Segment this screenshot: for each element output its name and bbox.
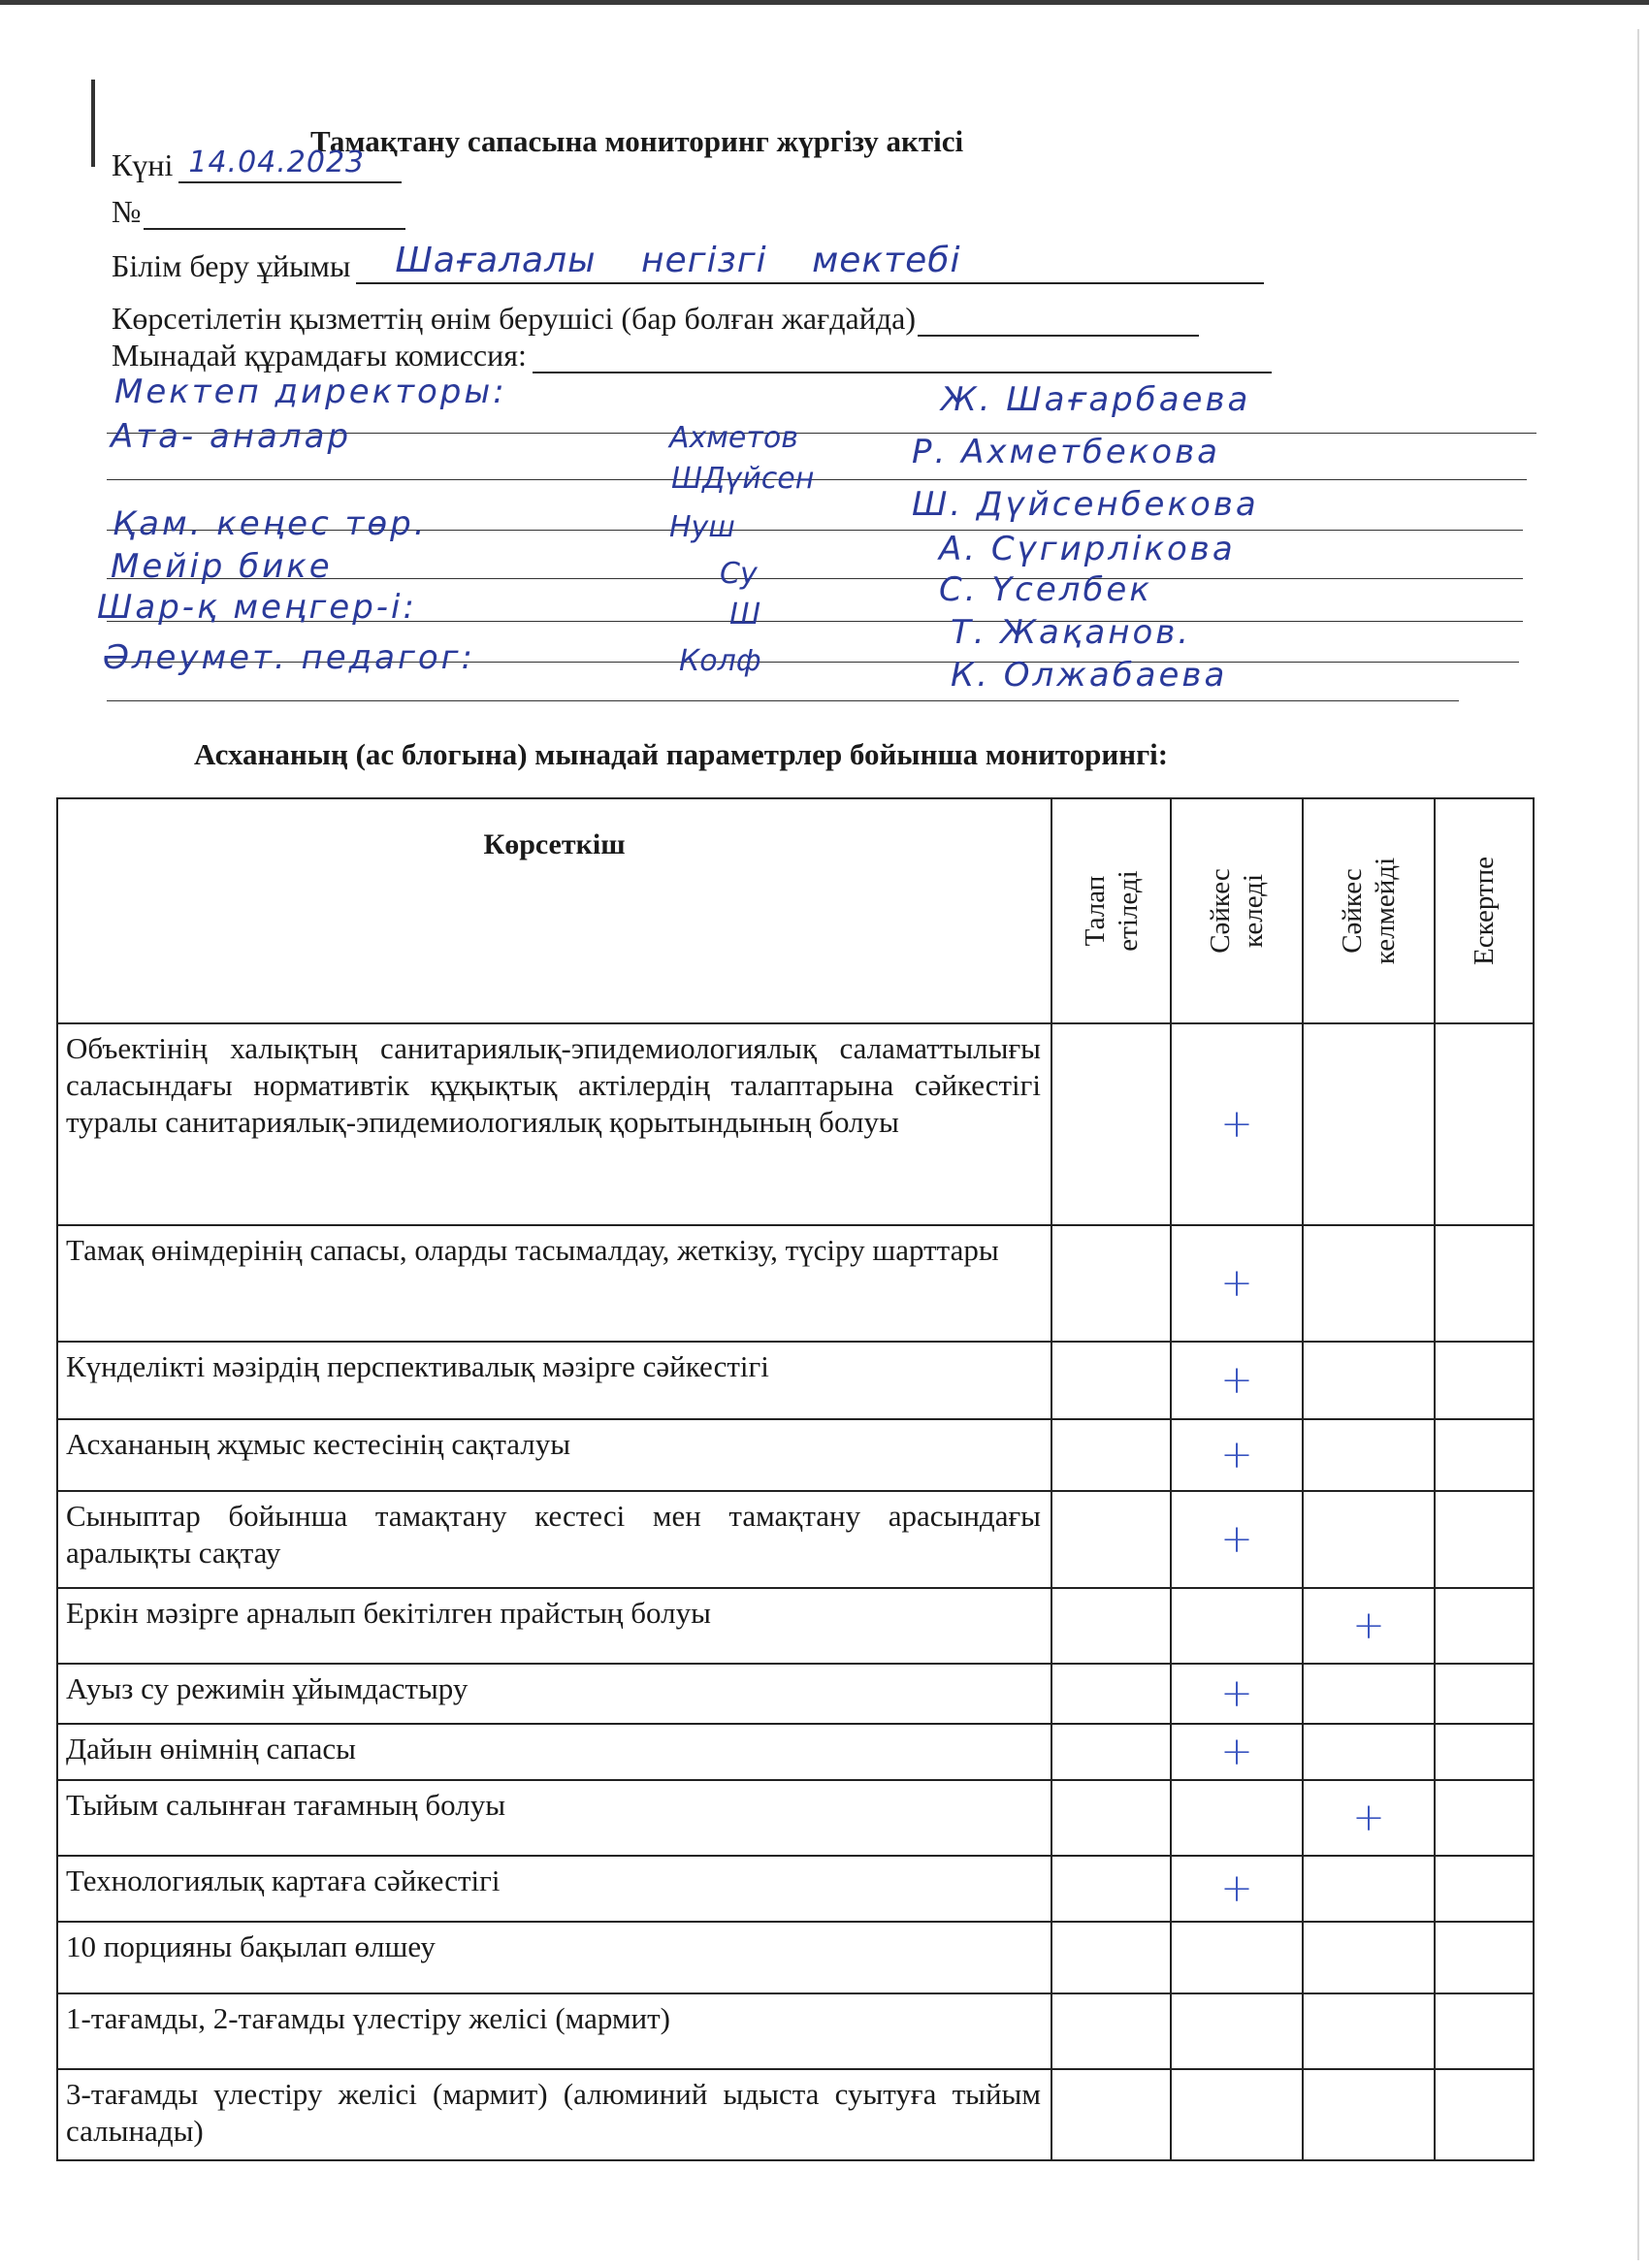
number-field — [112, 194, 405, 230]
section-title: Асхананың (ас блогына) мынадай параметрлер бойынша мониторингі: — [194, 737, 1169, 771]
note-cell[interactable] — [1435, 2069, 1534, 2160]
compliant-cell[interactable]: + — [1171, 1664, 1303, 1724]
commission-signature-7: Колф — [679, 644, 761, 678]
required-cell[interactable] — [1051, 1993, 1171, 2069]
commission-role-4: Қам. кеңес төр. — [113, 504, 428, 543]
note-cell[interactable] — [1435, 1588, 1534, 1664]
commission-field — [112, 338, 1272, 373]
commission-name-3: Ш. Дүйсенбекова — [912, 485, 1259, 524]
noncompliant-cell[interactable] — [1303, 1419, 1435, 1491]
note-cell[interactable] — [1435, 1023, 1534, 1225]
required-cell[interactable] — [1051, 2069, 1171, 2160]
commission-name-1: Ж. Шағарбаева — [941, 380, 1251, 419]
header-note: Ескертпе — [1435, 798, 1534, 1023]
noncompliant-cell[interactable] — [1303, 1023, 1435, 1225]
indicator-cell: 10 порцияны бақылап өлшеу — [57, 1922, 1051, 1993]
table-row — [57, 1419, 1534, 1491]
note-cell[interactable] — [1435, 1922, 1534, 1993]
table-row — [57, 1342, 1534, 1419]
required-cell[interactable] — [1051, 1491, 1171, 1588]
commission-name-4: А. Сүгирлікова — [939, 530, 1236, 568]
compliant-cell[interactable]: + — [1171, 1342, 1303, 1419]
commission-signature-3: ШДүйсен — [671, 462, 815, 496]
note-cell[interactable] — [1435, 1664, 1534, 1724]
provider-label: Көрсетілетін қызметтің өнім берушісі (бар болған жағдайда) — [112, 301, 916, 336]
noncompliant-cell[interactable] — [1303, 2069, 1435, 2160]
note-cell[interactable] — [1435, 1419, 1534, 1491]
required-cell[interactable] — [1051, 1856, 1171, 1922]
commission-signature-6: Ш — [729, 598, 761, 632]
commission-line-7 — [107, 700, 1459, 701]
note-cell[interactable] — [1435, 1856, 1534, 1922]
commission-role-7: Әлеумет. педагог: — [103, 638, 475, 677]
compliant-cell[interactable]: + — [1171, 1225, 1303, 1342]
table-row — [57, 1664, 1534, 1724]
table-row — [57, 2069, 1534, 2160]
noncompliant-cell[interactable] — [1303, 1993, 1435, 2069]
compliant-cell[interactable]: + — [1171, 1023, 1303, 1225]
compliant-cell[interactable]: + — [1171, 1724, 1303, 1780]
noncompliant-cell[interactable] — [1303, 1724, 1435, 1780]
indicator-cell: 3-тағамды үлестіру желісі (мармит) (алюминий ыдыста суытуға тыйым салынады) — [57, 2069, 1051, 2160]
table-row — [57, 1023, 1534, 1225]
noncompliant-cell[interactable] — [1303, 1491, 1435, 1588]
indicator-cell: Дайын өнімнің сапасы — [57, 1724, 1051, 1780]
scan-right-edge — [1637, 29, 1639, 2260]
compliant-cell[interactable] — [1171, 1588, 1303, 1664]
header-required: Талап етіледі — [1051, 798, 1171, 1023]
document-title: Тамақтану сапасына мониторинг жүргізу актісі — [310, 124, 964, 158]
noncompliant-cell[interactable] — [1303, 1922, 1435, 1993]
compliant-cell[interactable] — [1171, 1922, 1303, 1993]
note-cell[interactable] — [1435, 1342, 1534, 1419]
indicator-cell: 1-тағамды, 2-тағамды үлестіру желісі (мармит) — [57, 1993, 1051, 2069]
commission-name-2: Р. Ахметбекова — [912, 433, 1220, 471]
table-header-row — [57, 798, 1534, 1023]
organization-label: Білім беру ұйымы — [112, 248, 351, 283]
required-cell[interactable] — [1051, 1342, 1171, 1419]
commission-role-1: Мектеп директоры: — [114, 373, 507, 411]
table-row — [57, 1922, 1534, 1993]
commission-line-2 — [107, 479, 1527, 480]
commission-role-5: Мейір бике — [111, 547, 333, 586]
table-row — [57, 1780, 1534, 1856]
note-cell[interactable] — [1435, 1780, 1534, 1856]
required-cell[interactable] — [1051, 1664, 1171, 1724]
date-label: Күні — [112, 147, 174, 182]
commission-role-2: Ата- аналар — [111, 417, 352, 456]
monitoring-table — [56, 797, 1535, 2161]
required-cell[interactable] — [1051, 1225, 1171, 1342]
commission-signature-4: Нуш — [669, 510, 735, 544]
organization-value: Шағалалы негізгі мектебі — [395, 241, 961, 280]
scan-top-edge — [0, 0, 1649, 5]
indicator-cell: Тыйым салынған тағамның болуы — [57, 1780, 1051, 1856]
number-underline[interactable] — [144, 195, 405, 230]
commission-signature-5: Су — [720, 557, 758, 591]
noncompliant-cell[interactable] — [1303, 1225, 1435, 1342]
required-cell[interactable] — [1051, 1588, 1171, 1664]
commission-name-6: Т. Жақанов. — [951, 613, 1192, 652]
indicator-cell: Күнделікті мәзірдің перспективалық мәзірге сәйкестігі — [57, 1342, 1051, 1419]
table-row — [57, 1491, 1534, 1588]
provider-field — [112, 301, 1199, 337]
compliant-cell[interactable]: + — [1171, 1419, 1303, 1491]
header-noncompliant: Сәйкес келмейді — [1303, 798, 1435, 1023]
compliant-cell[interactable]: + — [1171, 1491, 1303, 1588]
header-indicator: Көрсеткіш — [57, 798, 1051, 1023]
commission-underline[interactable] — [533, 339, 1272, 373]
date-field — [112, 147, 402, 183]
noncompliant-cell[interactable]: + — [1303, 1780, 1435, 1856]
indicator-cell: Сыныптар бойынша тамақтану кестесі мен тамақтану арасындағы аралықты сақтау — [57, 1491, 1051, 1588]
table-row — [57, 1588, 1534, 1664]
commission-name-5: С. Үселбек — [939, 570, 1152, 609]
commission-name-7: К. Олжабаева — [951, 656, 1228, 695]
date-underline[interactable] — [178, 148, 402, 183]
commission-signature-2: Ахметов — [669, 421, 798, 455]
required-cell[interactable] — [1051, 1724, 1171, 1780]
noncompliant-cell[interactable] — [1303, 1342, 1435, 1419]
indicator-cell: Тамақ өнімдерінің сапасы, оларды тасымалдау, жеткізу, түсіру шарттары — [57, 1225, 1051, 1342]
compliant-cell[interactable] — [1171, 2069, 1303, 2160]
organization-field — [112, 241, 1264, 284]
note-cell[interactable] — [1435, 1724, 1534, 1780]
compliant-cell[interactable] — [1171, 1993, 1303, 2069]
indicator-cell: Ауыз су режимін ұйымдастыру — [57, 1664, 1051, 1724]
provider-underline[interactable] — [918, 302, 1199, 337]
table-row — [57, 1724, 1534, 1780]
noncompliant-cell[interactable] — [1303, 1856, 1435, 1922]
table-row — [57, 1225, 1534, 1342]
note-cell[interactable] — [1435, 1225, 1534, 1342]
table-row — [57, 1856, 1534, 1922]
required-cell[interactable] — [1051, 1922, 1171, 1993]
required-cell[interactable] — [1051, 1023, 1171, 1225]
margin-mark — [91, 80, 95, 167]
indicator-cell: Еркін мәзірге арналып бекітілген прайстың болуы — [57, 1588, 1051, 1664]
indicator-cell: Асхананың жұмыс кестесінің сақталуы — [57, 1419, 1051, 1491]
indicator-cell: Объектінің халықтың санитариялық-эпидемиологиялық саламаттылығы саласындағы нормативтік құқықтық актілердің талаптарына сәйкестігі туралы санитариялық-эпидемиологиялық қорытындының болуы — [57, 1023, 1051, 1225]
note-cell[interactable] — [1435, 1993, 1534, 2069]
noncompliant-cell[interactable]: + — [1303, 1588, 1435, 1664]
compliant-cell[interactable] — [1171, 1780, 1303, 1856]
table-row — [57, 1993, 1534, 2069]
header-compliant: Сәйкес келеді — [1171, 798, 1303, 1023]
required-cell[interactable] — [1051, 1780, 1171, 1856]
commission-label: Мынадай құрамдағы комиссия: — [112, 338, 527, 373]
commission-role-6: Шар-қ меңгер-і: — [97, 588, 417, 627]
noncompliant-cell[interactable] — [1303, 1664, 1435, 1724]
compliant-cell[interactable]: + — [1171, 1856, 1303, 1922]
organization-underline[interactable] — [356, 241, 1264, 284]
note-cell[interactable] — [1435, 1491, 1534, 1588]
number-label: № — [112, 194, 142, 229]
indicator-cell: Технологиялық картаға сәйкестігі — [57, 1856, 1051, 1922]
required-cell[interactable] — [1051, 1419, 1171, 1491]
date-value: 14.04.2023 — [188, 146, 366, 179]
